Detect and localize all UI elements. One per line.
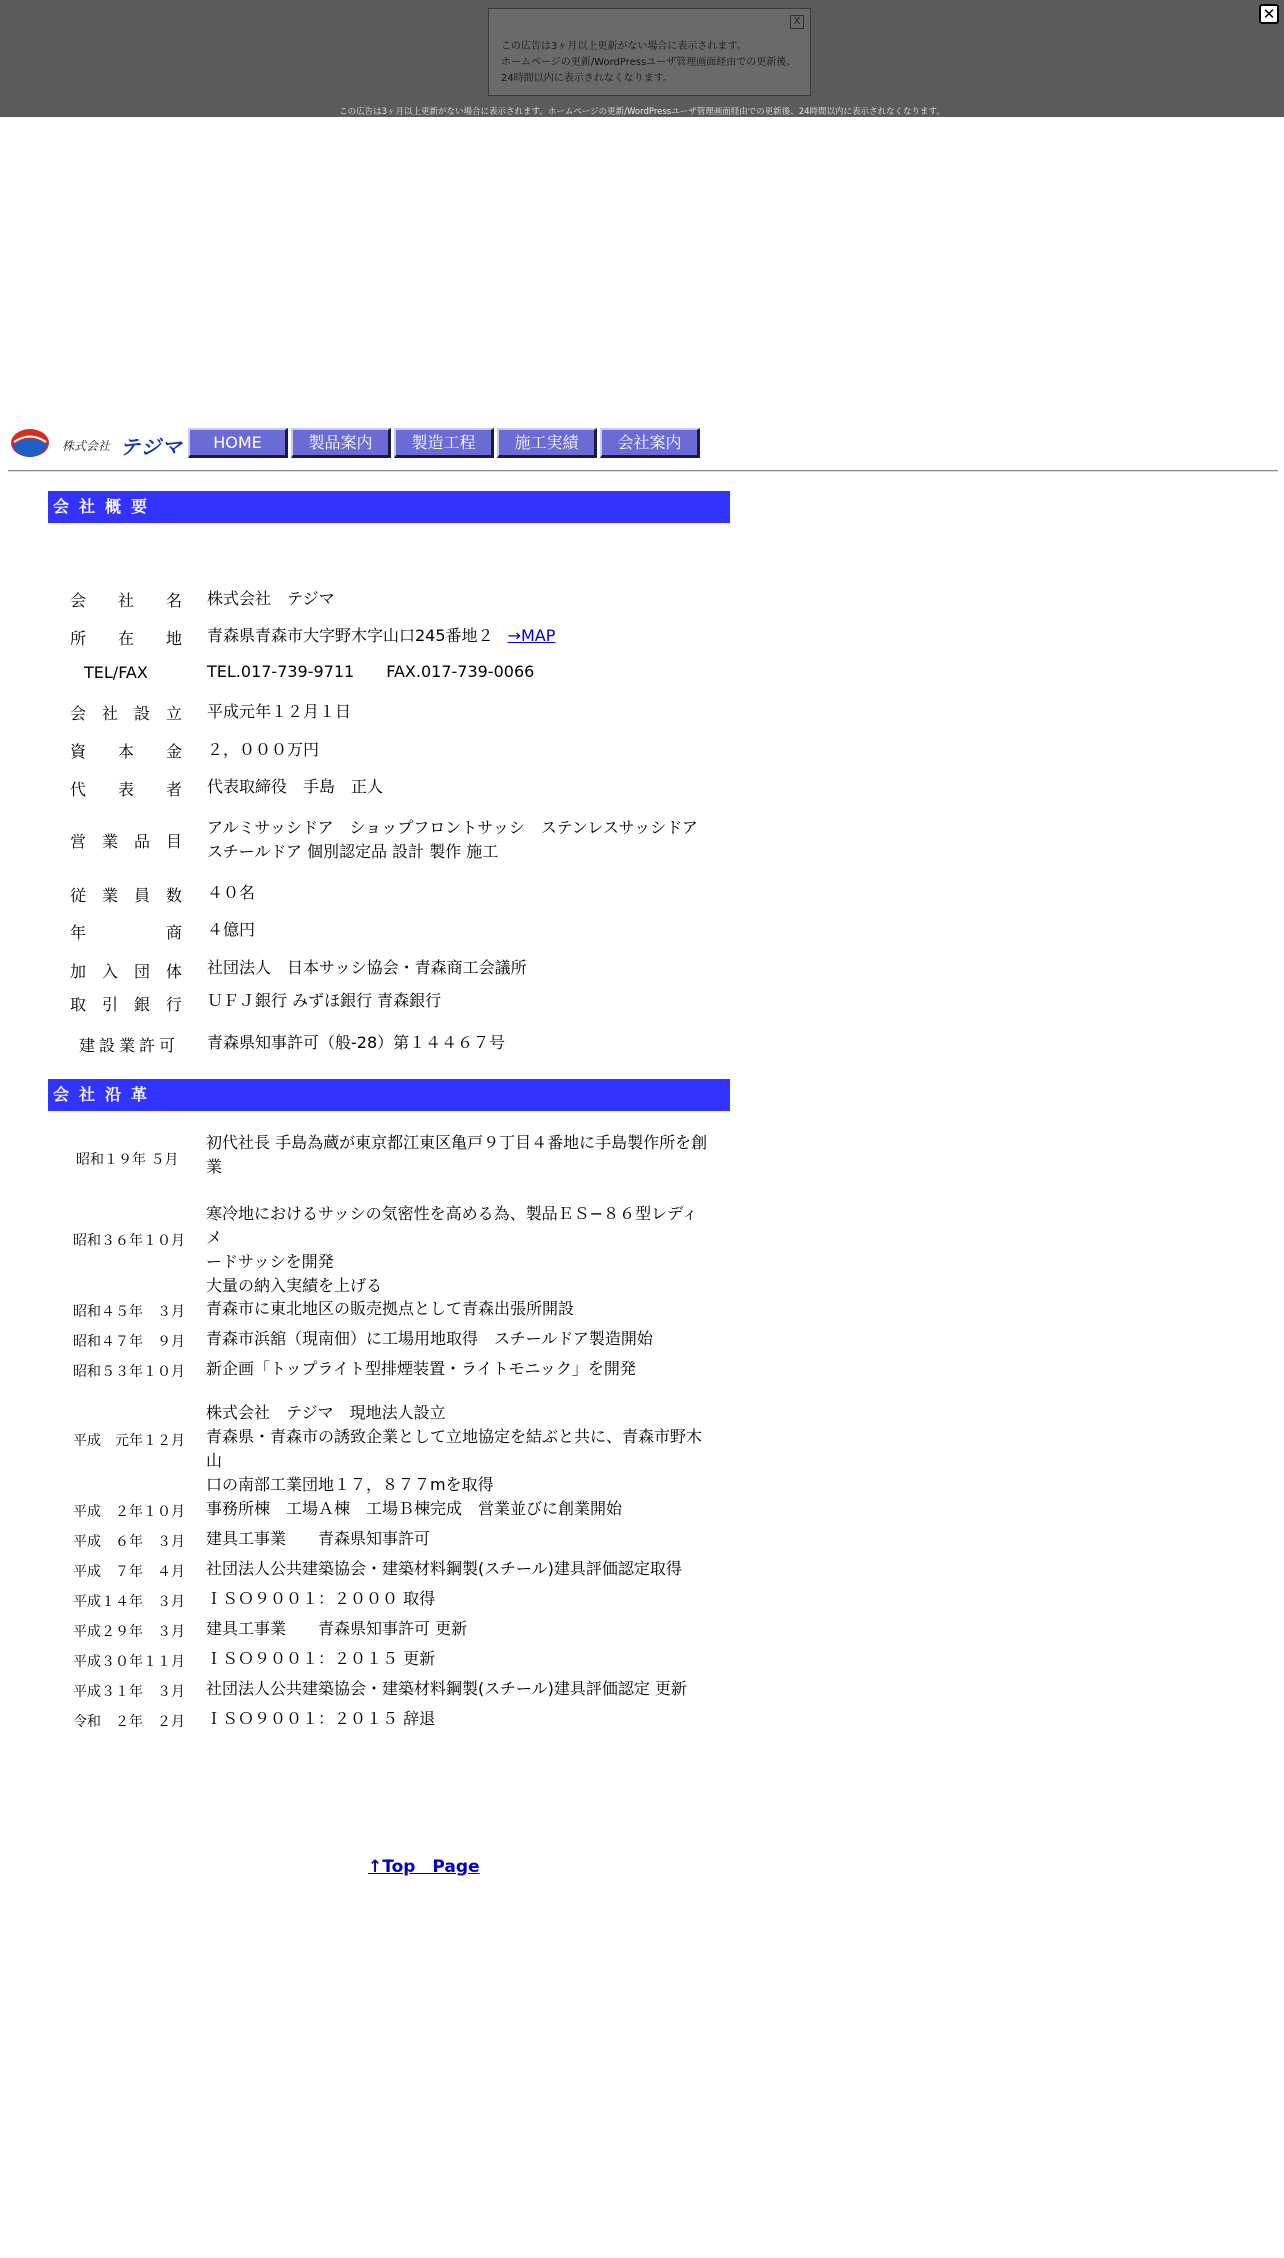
history-text: ＩＳＯ９００１：２０００ 取得 [206,1589,436,1608]
ad-footer-text: この広告は3ヶ月以上更新がない場合に表示されます。ホームページの更新/WordPressユーザ管理画面経由での更新後、24時間以内に表示されなくなります。 [339,107,945,117]
profile-label: 取引銀行 [70,995,182,1014]
profile-value: 平成元年１２月１日 [207,702,352,721]
history-text: 初代社長 手島為蔵が東京都江東区亀戸９丁目４番地に手島製作所を創 業 [206,1133,708,1176]
history-date: 平成 元年１２月 [73,1433,185,1449]
map-link[interactable]: →MAP [507,626,556,645]
logo-mark-icon [11,429,49,457]
history-text: 建具工事業 青森県知事許可 [206,1529,431,1548]
history-date: 昭和１９年 ５月 [76,1152,179,1168]
header-divider [8,470,1278,472]
history-text: ＩＳＯ９００１：２０１５ 更新 [206,1649,436,1668]
history-date: 平成 ２年１０月 [73,1504,185,1520]
product-line: スチールドア 個別認定品 設計 製作 施工 [207,842,499,861]
ad-notice-line: ホームページの更新/WordPressユーザ管理画面経由での更新後、 [501,57,797,68]
history-text: 建具工事業 青森県知事許可 更新 [206,1619,468,1638]
history-date: 平成 ６年 ３月 [73,1534,185,1550]
history-date: 昭和４５年 ３月 [73,1304,185,1320]
history-text: ＩＳＯ９００１：２０１５ 辞退 [206,1709,436,1728]
history-text: 社団法人公共建築協会・建築材料鋼製(スチール)建具評価認定 更新 [206,1679,687,1698]
profile-label: 資本金 [70,742,182,761]
history-text: 青森市に東北地区の販売拠点として青森出張所開設 [206,1299,575,1318]
profile-value: 青森県知事許可（般-28）第１４４６７号 [207,1033,506,1052]
history-date: 平成２９年 ３月 [73,1624,185,1640]
logo-company-name: テジマ [120,435,183,459]
profile-label: 会社設立 [70,704,182,723]
ad-close-button[interactable]: ✕ [1259,4,1279,24]
history-date: 昭和４７年 ９月 [73,1334,185,1350]
history-date: 令和 ２年 ２月 [73,1714,185,1730]
profile-label: 従業員数 [70,886,182,905]
nav-works-button[interactable]: 施工実績 [497,428,597,458]
profile-value [207,624,555,648]
history-date: 平成３１年 ３月 [73,1684,185,1700]
profile-label: 会社名 [70,591,182,610]
history-date: 平成 ７年 ４月 [73,1564,185,1580]
profile-label: 所在地 [70,629,182,648]
history-text: 新企画「トップライト型排煙装置・ライトモニック」を開発 [206,1359,636,1378]
history-date: 平成３０年１１月 [73,1654,185,1670]
history-text: 青森市浜舘（現南佃）に工場用地取得 スチールドア製造開始 [206,1329,653,1348]
profile-label: 営業品目 [70,832,182,851]
profile-label: 代表者 [70,780,182,799]
profile-value: 代表取締役 手島 正人 [207,777,384,796]
nav-process-button[interactable]: 製造工程 [394,428,494,458]
profile-label: 加入団体 [70,962,182,981]
profile-value: ＵＦＪ銀行 みずほ銀行 青森銀行 [207,991,442,1010]
history-text: 社団法人公共建築協会・建築材料鋼製(スチール)建具評価認定取得 [206,1559,682,1578]
profile-value: 社団法人 日本サッシ協会・青森商工会議所 [207,958,527,977]
address-text: 青森県青森市大字野木字山口245番地２ [207,626,494,645]
profile-value: 株式会社 テジマ [207,589,335,608]
nav-home-button[interactable]: HOME [188,428,288,458]
history-date: 平成１４年 ３月 [73,1594,185,1610]
product-line: アルミサッシドア ショップフロントサッシ ステンレスサッシドア [207,818,698,837]
profile-value [207,816,698,864]
nav-company-button[interactable]: 会社案内 [600,428,700,458]
history-text: 事務所棟 工場Ａ棟 工場Ｂ棟完成 営業並びに創業開始 [206,1499,623,1518]
profile-section-title: 会社概要 [48,491,730,523]
profile-value: ２，０００万円 [207,740,320,759]
ad-notice-line: 24時間以内に表示されなくなります。 [501,73,673,84]
nav-products-button[interactable]: 製品案内 [291,428,391,458]
profile-label: 年商 [70,923,182,942]
back-to-top-link[interactable]: ↑Top Page [368,1857,480,1877]
ad-box-close-button[interactable]: X [790,15,804,29]
profile-value: ４億円 [207,920,256,939]
ad-banner [0,0,1284,117]
ad-notice-box [488,8,811,96]
profile-label: TEL/FAX [84,663,148,682]
history-date: 昭和５３年１０月 [73,1364,185,1380]
history-date: 昭和３６年１０月 [73,1233,185,1249]
history-text: 寒冷地におけるサッシの気密性を高める為、製品ＥＳ−８６型レディメ ードサッシを開発 大量の納入実績を上げる [206,1204,698,1295]
ad-notice-line: この広告は3ヶ月以上更新がない場合に表示されます。 [501,41,747,52]
profile-value: TEL.017-739-9711 FAX.017-739-0066 [207,662,535,681]
profile-label: 建設業許可 [79,1036,175,1055]
history-section-title: 会社沿革 [48,1079,730,1111]
history-text: 株式会社 テジマ 現地法人設立 青森県・青森市の誘致企業として立地協定を結ぶと共に、青森市野木山 口の南部工業団地１７，８７７mを取得 [206,1403,703,1494]
logo-company-prefix: 株式会社 [62,439,111,453]
profile-value: ４０名 [207,883,256,902]
